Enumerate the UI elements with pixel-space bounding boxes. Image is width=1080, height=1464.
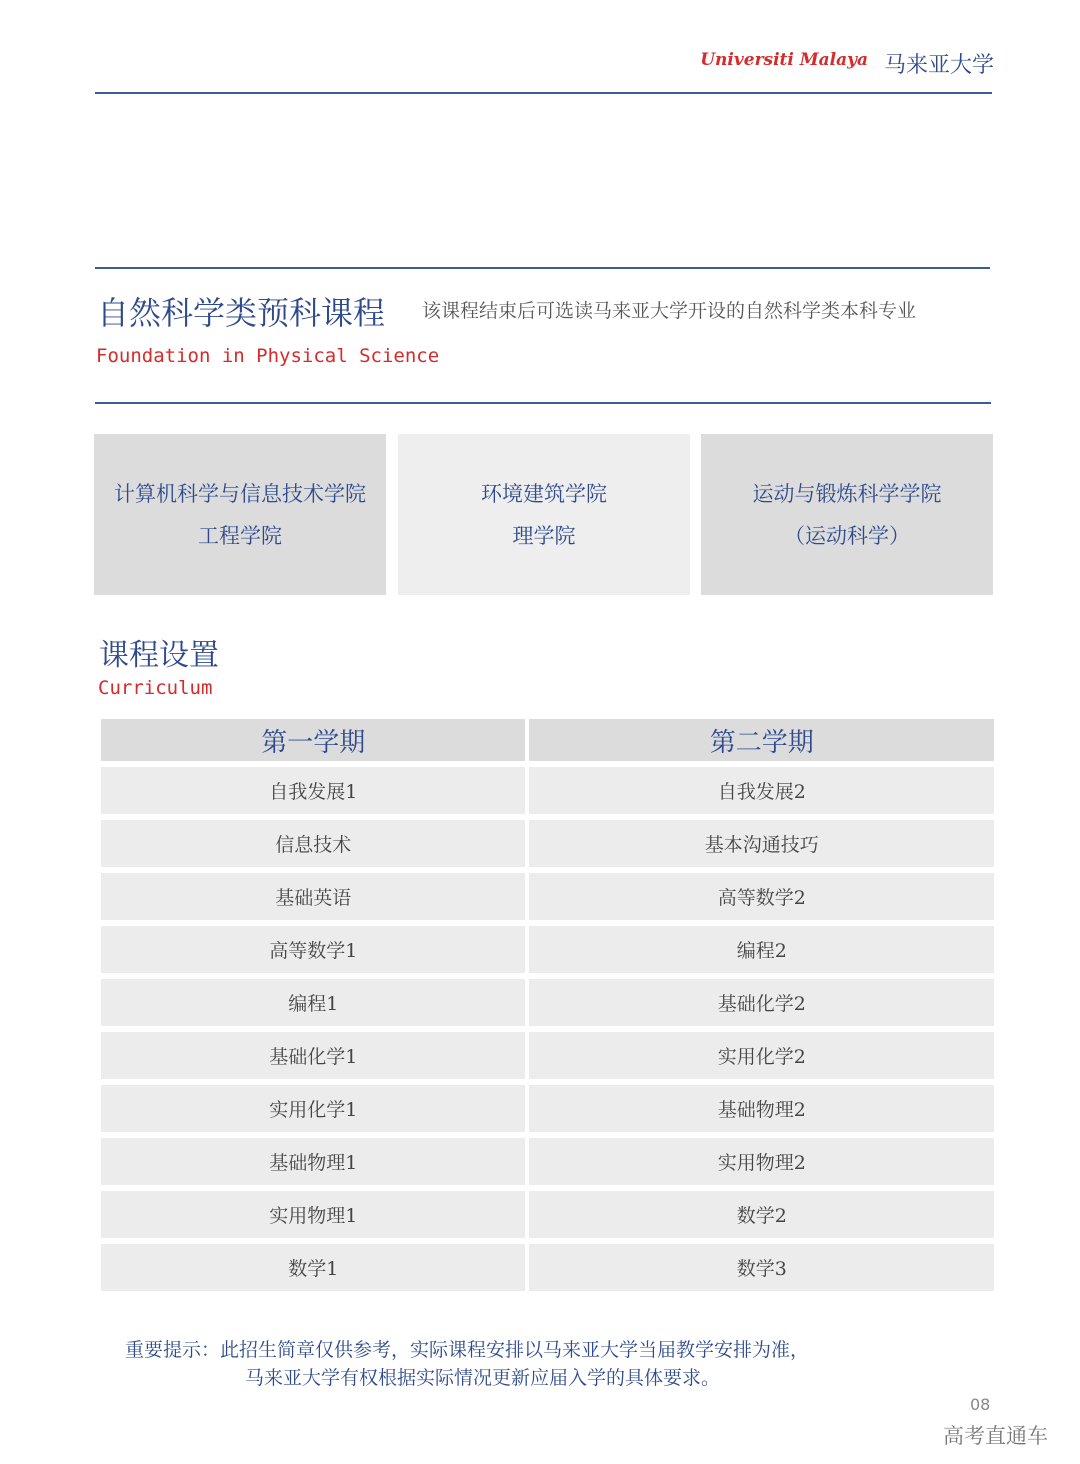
semester-2-header: 第二学期 (529, 719, 994, 761)
course-cell: 基础物理1 (101, 1138, 525, 1185)
semester-1-header: 第一学期 (101, 719, 525, 761)
table-row (101, 820, 994, 867)
course-cell: 高等数学2 (529, 873, 994, 920)
faculty-name: 理学院 (512, 523, 576, 548)
program-title: 自然科学类预科课程 (97, 294, 386, 332)
course-cell: 数学3 (529, 1244, 994, 1291)
table-row (101, 1032, 994, 1079)
course-cell: 实用化学2 (529, 1032, 994, 1079)
course-cell: 自我发展2 (529, 767, 994, 814)
course-cell: 基础化学2 (529, 979, 994, 1026)
header-divider (95, 92, 992, 94)
important-note (125, 1336, 809, 1392)
course-cell: 编程2 (529, 926, 994, 973)
course-cell: 基本沟通技巧 (529, 820, 994, 867)
faculty-box (701, 434, 993, 595)
course-cell: 实用物理1 (101, 1191, 525, 1238)
course-cell: 信息技术 (101, 820, 525, 867)
course-cell: 编程1 (101, 979, 525, 1026)
program-description: 该课程结束后可选读马来亚大学开设的自然科学类本科专业 (422, 300, 917, 322)
faculty-name: 工程学院 (198, 523, 282, 548)
course-cell: 实用物理2 (529, 1138, 994, 1185)
course-cell: 基础物理2 (529, 1085, 994, 1132)
program-title-en: Foundation in Physical Science (96, 345, 440, 367)
curriculum-title: 课程设置 (99, 638, 219, 673)
note-line: 马来亚大学有权根据实际情况更新应届入学的具体要求。 (245, 1367, 721, 1389)
table-row (101, 873, 994, 920)
table-row (101, 767, 994, 814)
watermark: 高考直通车 (943, 1424, 1048, 1448)
course-cell: 自我发展1 (101, 767, 525, 814)
divider (95, 402, 991, 404)
table-row (101, 979, 994, 1026)
course-cell: 实用化学1 (101, 1085, 525, 1132)
faculty-name: 运动与锻炼科学学院 (752, 481, 942, 506)
course-cell: 高等数学1 (101, 926, 525, 973)
faculty-box (94, 434, 386, 595)
table-row (101, 1191, 994, 1238)
course-cell: 基础化学1 (101, 1032, 525, 1079)
curriculum-table (97, 713, 998, 1297)
page-number: 08 (970, 1395, 991, 1414)
curriculum-title-en: Curriculum (98, 677, 213, 699)
table-row (101, 1244, 994, 1291)
faculty-name: （运动科学） (784, 523, 910, 548)
faculty-name: 计算机科学与信息技术学院 (114, 481, 366, 506)
brand-en-logo: Universiti Malaya (700, 50, 868, 70)
table-row (101, 1085, 994, 1132)
table-row (101, 1138, 994, 1185)
course-cell: 数学2 (529, 1191, 994, 1238)
course-cell: 数学1 (101, 1244, 525, 1291)
course-cell: 基础英语 (101, 873, 525, 920)
faculty-box (398, 434, 690, 595)
table-row (101, 926, 994, 973)
brand-cn: 马来亚大学 (884, 53, 995, 78)
note-line: 重要提示：此招生简章仅供参考，实际课程安排以马来亚大学当届教学安排为准， (125, 1339, 810, 1361)
faculty-name: 环境建筑学院 (481, 481, 607, 506)
divider (95, 267, 990, 269)
